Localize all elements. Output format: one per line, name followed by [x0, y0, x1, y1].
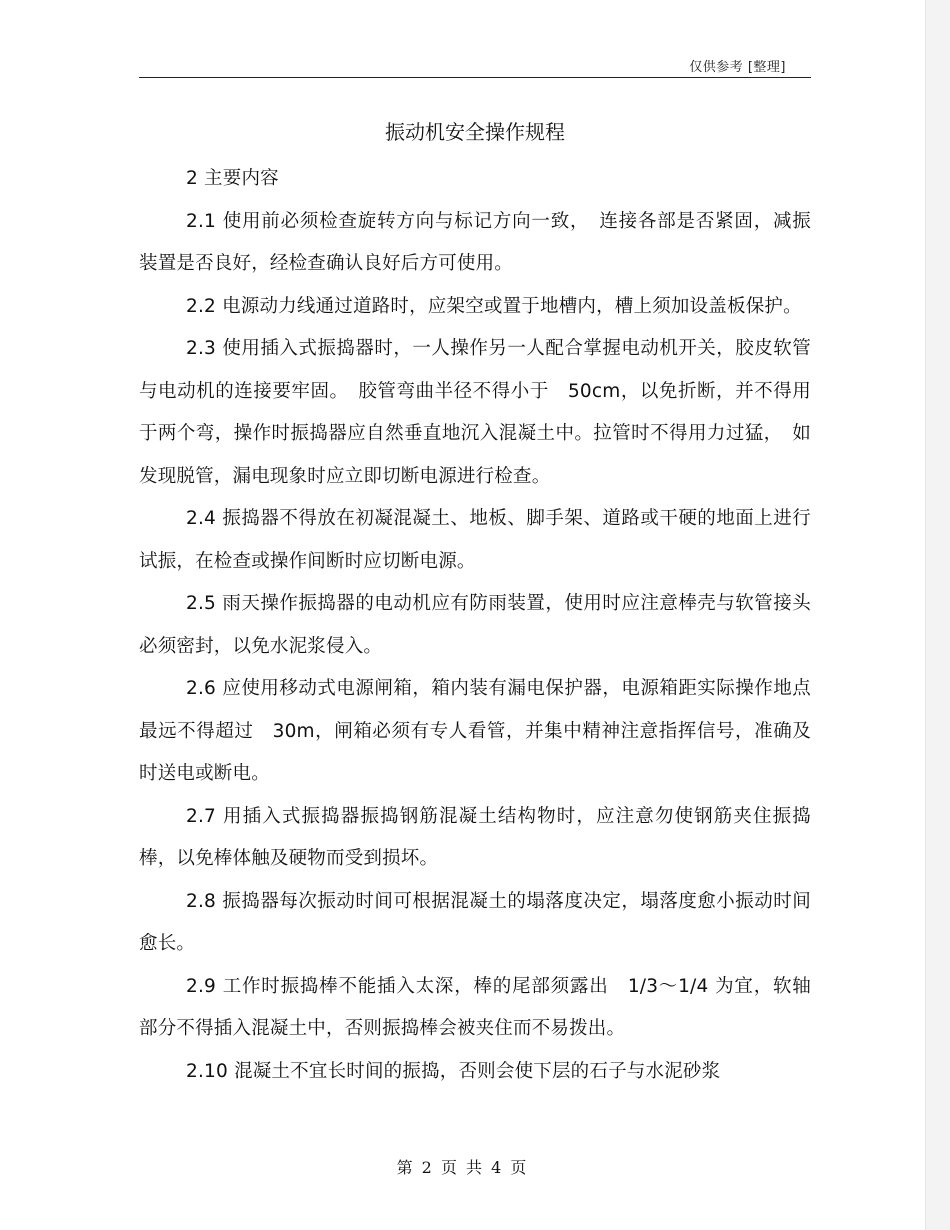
paragraph-2-3: 2.3 使用插入式振捣器时，一人操作另一人配合掌握电动机开关，胶皮软管与电动机的连接要牢固。 胶管弯曲半径不得小于 50cm，以免折断，并不得用于两个弯，操作时振捣器应自然垂直地沉入混凝土中。拉管时不得用力过猛， 如发现脱管，漏电现象时应立即切断电源进行检查。 — [139, 338, 811, 487]
header-divider — [139, 77, 811, 78]
paragraph-2-6: 2.6 应使用移动式电源闸箱，箱内装有漏电保护器，电源箱距实际操作地点最远不得超过 30m，闸箱必须有专人看管，并集中精神注意指挥信号，准确及时送电或断电。 — [139, 678, 811, 784]
document-title: 振动机安全操作规程 — [385, 120, 565, 144]
header-note: 仅供参考 [整理] — [689, 60, 786, 75]
page-number: 第 2 页 共 4 页 — [396, 1158, 529, 1177]
section-heading: 2 主要内容 — [186, 168, 279, 189]
paragraph-2-8: 2.8 振捣器每次振动时间可根据混凝土的塌落度决定，塌落度愈小振动时间愈长。 — [139, 890, 811, 954]
paragraph-2-1: 2.1 使用前必须检查旋转方向与标记方向一致， 连接各部是否紧固，减振装置是否良好，经检查确认良好后方可使用。 — [139, 210, 811, 274]
document-body — [139, 158, 811, 1093]
paragraph-2-4: 2.4 振捣器不得放在初凝混凝土、地板、脚手架、道路或干硬的地面上进行试振，在检查或操作间断时应切断电源。 — [139, 508, 811, 572]
paragraph-2-10: 2.10 混凝土不宜长时间的振捣，否则会使下层的石子与水泥砂浆 — [186, 1060, 721, 1082]
paragraph-2-7: 2.7 用插入式振捣器振捣钢筋混凝土结构物时，应注意勿使钢筋夹住振捣棒，以免棒体触及硬物而受到损坏。 — [139, 805, 811, 869]
paragraph-2-2: 2.2 电源动力线通过道路时，应架空或置于地槽内，槽上须加设盖板保护。 — [186, 295, 802, 317]
paragraph-2-9: 2.9 工作时振捣棒不能插入太深，棒的尾部须露出 1/3～1/4 为宜，软轴部分不得插入混凝土中，否则振捣棒会被夹住而不易拨出。 — [139, 975, 811, 1039]
paragraph-2-5: 2.5 雨天操作振捣器的电动机应有防雨装置，使用时应注意棒壳与软管接头必须密封，以免水泥浆侵入。 — [139, 593, 811, 657]
